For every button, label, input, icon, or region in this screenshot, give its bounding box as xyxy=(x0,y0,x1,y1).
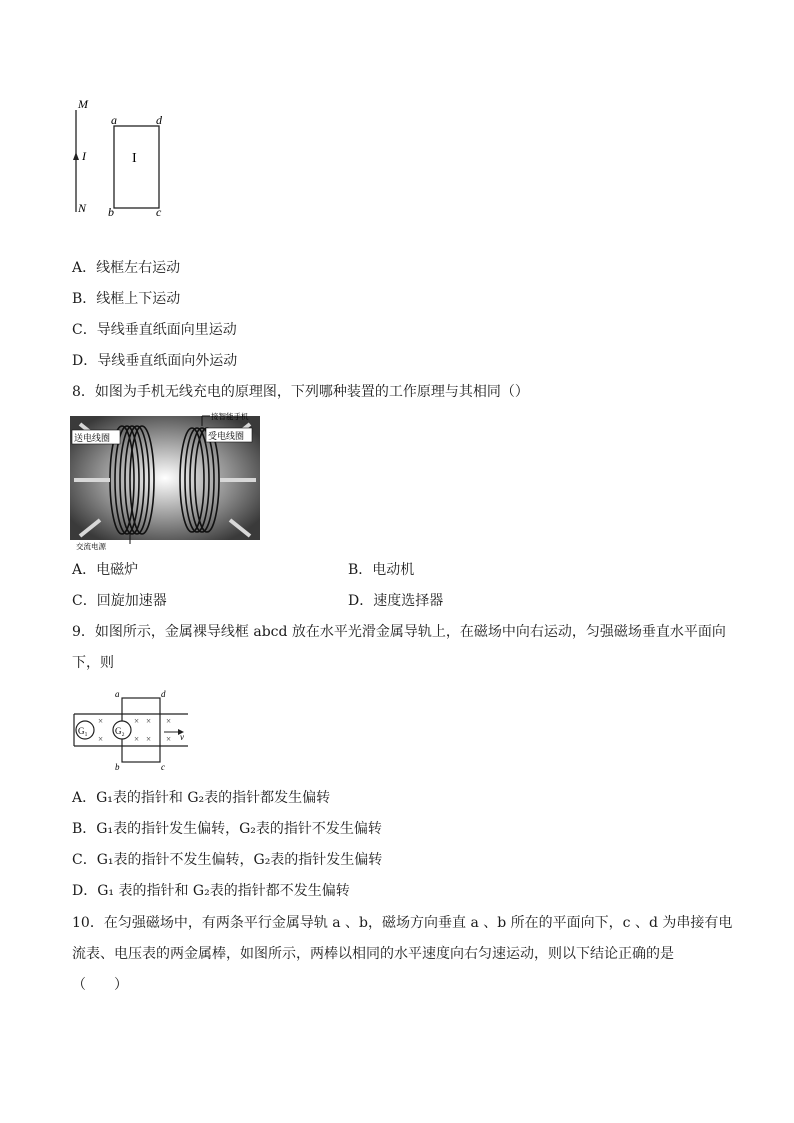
field-cross: × xyxy=(134,734,140,744)
label-c: c xyxy=(156,205,162,219)
field-cross: × xyxy=(146,734,152,744)
q7-option-a: A．线框左右运动 xyxy=(72,260,181,276)
label-N: N xyxy=(78,201,87,215)
label-d: d xyxy=(156,113,162,127)
g1-label: G₁ xyxy=(78,726,88,736)
field-cross: × xyxy=(146,716,152,726)
q7-option-b: B．线框上下运动 xyxy=(72,291,181,307)
label-M: M xyxy=(78,97,88,111)
field-cross: × xyxy=(98,716,104,726)
q10-stem-line1: 10．在匀强磁场中，有两条平行金属导轨 a 、b，磁场方向垂直 a 、b 所在的平面向下，c 、d 为串接有电 xyxy=(72,915,733,931)
field-cross: × xyxy=(98,734,104,744)
label-a: a xyxy=(115,689,120,699)
q8-option-c: C．回旋加速器 xyxy=(72,593,167,609)
q10-stem-line2: 流表、电压表的两金属棒，如图所示，两棒以相同的水平速度向右匀速运动，则以下结论正确的是 xyxy=(72,946,674,962)
q7-figure xyxy=(70,96,180,222)
label-I-current: I xyxy=(82,149,86,163)
label-c: c xyxy=(161,762,165,772)
label-b: b xyxy=(108,205,114,219)
send-coil-label: 送电线圈 xyxy=(74,433,111,443)
q10-stem-line3: （ ） xyxy=(72,977,128,993)
q9-option-b: B．G₁表的指针发生偏转，G₂表的指针不发生偏转 xyxy=(72,821,382,837)
ac-label: 交流电源 xyxy=(76,542,106,551)
g2-label: G₂ xyxy=(115,726,125,736)
q9-option-c: C．G₁表的指针不发生偏转，G₂表的指针发生偏转 xyxy=(72,852,383,868)
q7-option-d: D．导线垂直纸面向外运动 xyxy=(72,353,238,369)
label-a: a xyxy=(111,113,117,127)
field-cross: × xyxy=(166,716,172,726)
q9-option-d: D．G₁ 表的指针和 G₂表的指针都不发生偏转 xyxy=(72,883,350,899)
wire-frame xyxy=(114,126,159,208)
label-d: d xyxy=(161,689,166,699)
q8-figure xyxy=(70,410,260,552)
recv-coil-label: 受电线圈 xyxy=(208,431,245,441)
q9-stem-line2: 下，则 xyxy=(72,655,114,671)
label-v: v xyxy=(180,732,184,742)
q8-option-d: D．速度选择器 xyxy=(348,593,444,609)
q8-option-a: A．电磁炉 xyxy=(72,562,139,578)
q8-stem: 8．如图为手机无线充电的原理图，下列哪种装置的工作原理与其相同（） xyxy=(72,384,529,400)
q7-option-c: C．导线垂直纸面向里运动 xyxy=(72,322,237,338)
field-cross: × xyxy=(134,716,140,726)
q8-option-b: B．电动机 xyxy=(348,562,415,578)
q9-stem-line1: 9．如图所示，金属裸导线框 abcd 放在水平光滑金属导轨上，在磁场中向右运动，匀强磁场垂直水平面向 xyxy=(72,624,726,640)
field-cross: × xyxy=(166,734,172,744)
q9-option-a: A．G₁表的指针和 G₂表的指针都发生偏转 xyxy=(72,790,331,806)
label-region-I: I xyxy=(132,151,137,166)
label-b: b xyxy=(115,762,120,772)
current-arrow xyxy=(73,152,79,160)
phone-label: 接智能手机 xyxy=(211,412,249,421)
q9-figure xyxy=(72,688,190,774)
